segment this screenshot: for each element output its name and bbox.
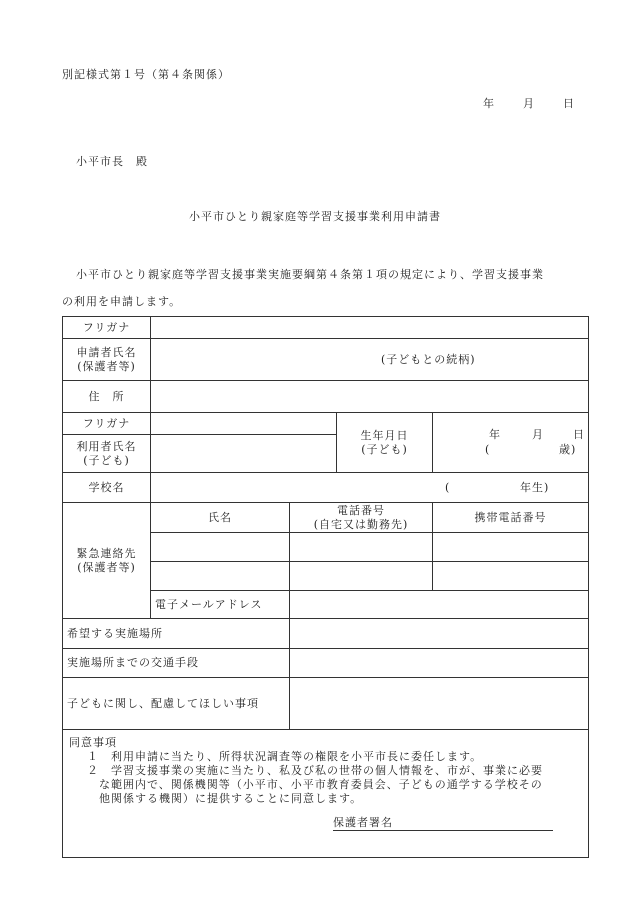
- form-title: 小平市ひとり親家庭等学習支援事業利用申請書: [189, 210, 441, 223]
- signature-field[interactable]: [333, 816, 553, 831]
- user-name-label-line1: 利用者氏名: [76, 439, 137, 453]
- furigana-label-user: フリガナ: [63, 413, 151, 435]
- consent-item-1: １ 利用申請に当たり、所得状況調査等の権限を小平市長に委任します。: [87, 750, 483, 763]
- age-close: 歳): [559, 442, 577, 456]
- signature-label: 保護者署名: [333, 816, 393, 829]
- user-furigana-field[interactable]: [151, 413, 337, 435]
- applicant-name-field[interactable]: [151, 339, 589, 381]
- furigana-label: フリガナ: [63, 317, 151, 339]
- consent-item-2-line-3: 他関係する機関）に提供することに同意します。: [99, 792, 363, 805]
- form-number: 別記様式第１号（第４条関係）: [62, 68, 230, 81]
- col-phone-header: [290, 503, 433, 533]
- user-name-label: [63, 435, 151, 473]
- desired-location-field[interactable]: [290, 619, 589, 649]
- applicant-furigana-field[interactable]: [151, 317, 589, 339]
- col-name-header: 氏名: [151, 503, 290, 533]
- applicant-name-label-line1: 申請者氏名: [76, 345, 137, 359]
- date-month-label: 月: [523, 97, 535, 110]
- col-phone-header-line1: 電話番号: [337, 503, 385, 517]
- grade-close: 年生): [520, 480, 550, 494]
- date-day-label: 日: [563, 97, 575, 110]
- emergency-mobile-field-2[interactable]: [433, 562, 589, 591]
- consent-item-2-line-2: な範囲内で、関係機関等（小平市、小平市教育委員会、子どもの通学する学校その: [99, 778, 543, 791]
- birth-month-label: 月: [532, 427, 544, 441]
- age-open: (: [485, 442, 491, 456]
- user-name-label-line2: (子ども): [83, 453, 130, 467]
- consent-heading: 同意事項: [69, 736, 117, 749]
- addressee: 小平市長 殿: [76, 155, 148, 168]
- email-field[interactable]: [290, 591, 589, 619]
- birthdate-label-line2: (子ども): [361, 442, 408, 456]
- col-mobile-header: 携帯電話番号: [433, 503, 589, 533]
- emergency-name-field-1[interactable]: [151, 533, 290, 562]
- emergency-name-field-2[interactable]: [151, 562, 290, 591]
- application-form-table: [62, 316, 589, 858]
- birth-day-label: 日: [573, 427, 585, 441]
- relation-label: (子どもとの続柄): [381, 352, 476, 366]
- school-field[interactable]: [151, 473, 589, 503]
- birth-year-label: 年: [489, 427, 501, 441]
- desired-location-label: 希望する実施場所: [63, 619, 290, 649]
- intro-line-1: 小平市ひとり親家庭等学習支援事業実施要綱第４条第１項の規定により、学習支援事業: [76, 268, 544, 281]
- intro-line-2: の利用を申請します。: [62, 295, 182, 308]
- email-label: 電子メールアドレス: [151, 591, 290, 619]
- transport-label: 実施場所までの交通手段: [63, 649, 290, 678]
- emergency-phone-field-2[interactable]: [290, 562, 433, 591]
- birthdate-label-line1: 生年月日: [360, 428, 409, 442]
- considerations-label: 子どもに関し、配慮してほしい事項: [63, 678, 290, 730]
- emergency-label-line2: (保護者等): [77, 560, 136, 574]
- grade-open: (: [445, 480, 451, 494]
- transport-field[interactable]: [290, 649, 589, 678]
- applicant-name-label: [63, 339, 151, 381]
- birthdate-field[interactable]: [433, 413, 589, 473]
- school-label: 学校名: [63, 473, 151, 503]
- considerations-field[interactable]: [290, 678, 589, 730]
- applicant-name-label-line2: (保護者等): [77, 359, 136, 373]
- emergency-mobile-field-1[interactable]: [433, 533, 589, 562]
- emergency-contact-label: [63, 503, 151, 619]
- consent-section: [63, 730, 589, 858]
- date-year-label: 年: [483, 97, 495, 110]
- user-name-field[interactable]: [151, 435, 337, 473]
- address-label: 住 所: [63, 381, 151, 413]
- emergency-phone-field-1[interactable]: [290, 533, 433, 562]
- signature-row: [69, 816, 582, 831]
- consent-item-2-line-1: ２ 学習支援事業の実施に当たり、私及び私の世帯の個人情報を、市が、事業に必要: [87, 764, 543, 777]
- address-field[interactable]: [151, 381, 589, 413]
- emergency-label-line1: 緊急連絡先: [76, 546, 137, 560]
- col-phone-header-line2: (自宅又は勤務先): [313, 517, 409, 531]
- birthdate-label: [337, 413, 433, 473]
